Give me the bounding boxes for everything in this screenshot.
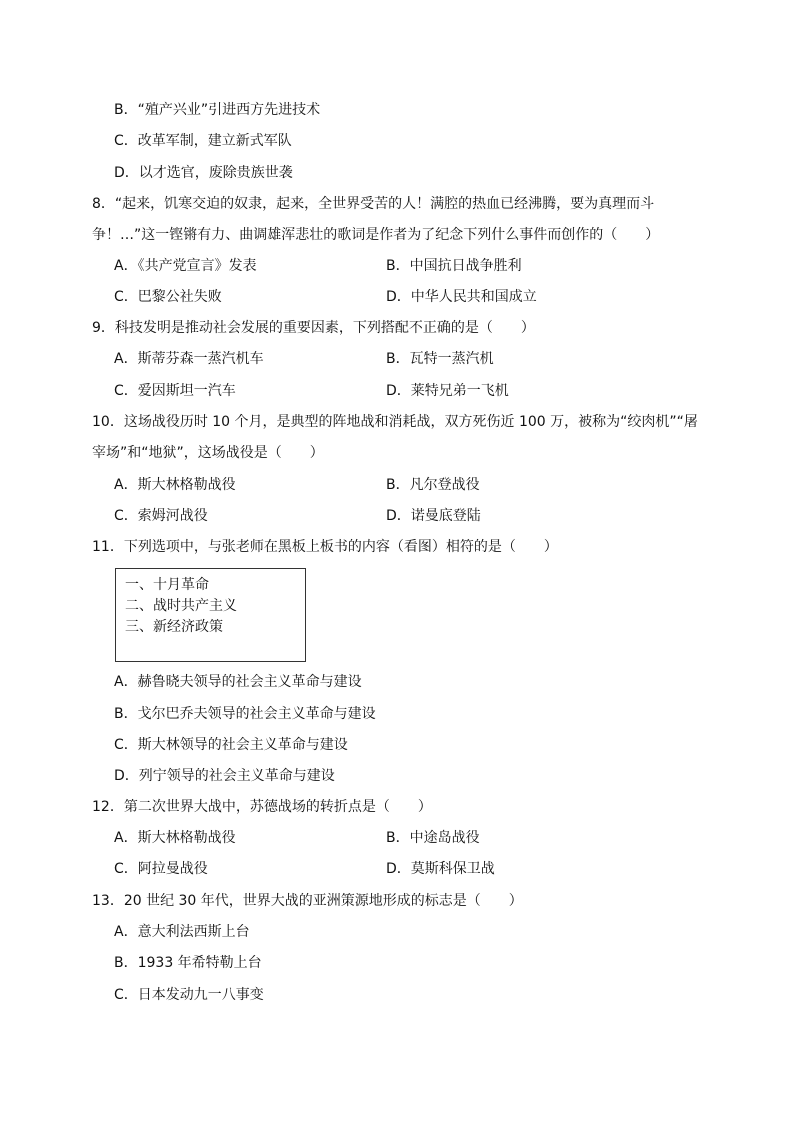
q9-option-c: C．爱因斯坦一汽车 (114, 383, 236, 399)
q11-option-c: C．斯大林领导的社会主义革命与建设 (114, 737, 348, 753)
q11-option-d: D．列宁领导的社会主义革命与建设 (114, 768, 335, 784)
q8-stem-line2: 争！…”这一铿锵有力、曲调雄浑悲壮的歌词是作者为了纪念下列什么事件而创作的（ ） (92, 227, 660, 243)
q9-option-d: D．莱特兄弟一飞机 (386, 383, 509, 399)
q10-option-c: C．索姆河战役 (114, 508, 208, 524)
blackboard-figure (115, 568, 306, 662)
q7-option-b: B．“殖产兴业”引进西方先进技术 (114, 102, 321, 118)
q9-stem: 9．科技发明是推动社会发展的重要因素，下列搭配不正确的是（ ） (92, 320, 535, 336)
q8-option-a: A．《共产党宣言》发表 (114, 258, 257, 274)
q7-option-c: C．改革军制，建立新式军队 (114, 133, 292, 149)
q11-option-b: B．戈尔巴乔夫领导的社会主义革命与建设 (114, 706, 376, 722)
board-item-2: 二、战时共产主义 (125, 598, 237, 614)
q10-option-d: D．诺曼底登陆 (386, 508, 481, 524)
q13-option-b: B．1933 年希特勒上台 (114, 955, 262, 971)
q10-option-a: A．斯大林格勒战役 (114, 477, 236, 493)
q12-stem: 12．第二次世界大战中，苏德战场的转折点是（ ） (92, 799, 432, 815)
q12-option-c: C．阿拉曼战役 (114, 861, 208, 877)
q13-stem: 13．20 世纪 30 年代，世界大战的亚洲策源地形成的标志是（ ） (92, 893, 523, 909)
board-item-3: 三、新经济政策 (125, 619, 223, 635)
q8-stem-line1: 8．“起来，饥寒交迫的奴隶，起来，全世界受苦的人！满腔的热血已经沸腾，要为真理而斗 (92, 196, 655, 212)
q11-option-a: A．赫鲁晓夫领导的社会主义革命与建设 (114, 674, 362, 690)
q11-stem: 11．下列选项中，与张老师在黑板上板书的内容（看图）相符的是（ ） (92, 539, 558, 555)
q10-stem-line1: 10．这场战役历时 10 个月，是典型的阵地战和消耗战，双方死伤近 100 万，被称为“绞肉机”“屠 (92, 414, 698, 430)
q7-option-d: D．以才选官，废除贵族世袭 (114, 165, 293, 181)
q12-option-a: A．斯大林格勒战役 (114, 830, 236, 846)
q9-option-a: A．斯蒂芬森一蒸汽机车 (114, 351, 264, 367)
q12-option-d: D．莫斯科保卫战 (386, 861, 495, 877)
q13-option-a: A．意大利法西斯上台 (114, 924, 250, 940)
board-item-1: 一、十月革命 (125, 577, 209, 593)
q8-option-c: C．巴黎公社失败 (114, 289, 222, 305)
q13-option-c: C．日本发动九一八事变 (114, 987, 264, 1003)
q10-stem-line2: 宰场”和“地狱”，这场战役是（ ） (92, 445, 324, 461)
q8-option-d: D．中华人民共和国成立 (386, 289, 537, 305)
q9-option-b: B．瓦特一蒸汽机 (386, 351, 494, 367)
q10-option-b: B．凡尔登战役 (386, 477, 480, 493)
q12-option-b: B．中途岛战役 (386, 830, 480, 846)
q8-option-b: B．中国抗日战争胜利 (386, 258, 522, 274)
